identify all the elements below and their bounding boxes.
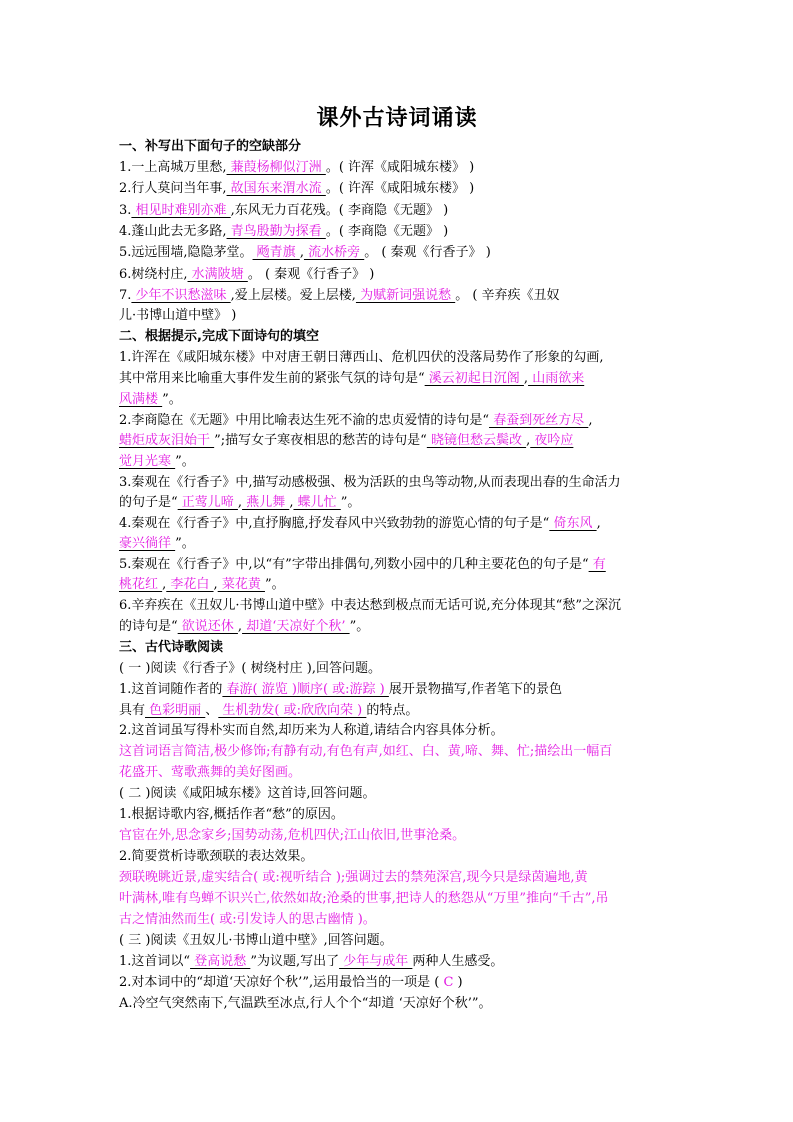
p2-question-1: 1.根据诗歌内容,概括作者“愁”的原因。 (119, 807, 344, 822)
answer: 登高说愁 (190, 954, 251, 969)
p2-answer-2-line1: 颈联晚眺近景,虚实结合( 或:视听结合 );强调过去的禁苑深宫,现今只是绿茵遍地,黄 (119, 870, 588, 885)
p2-answer-2-line2: 叶满林,唯有鸟蝉不识兴亡,依然如故;沧桑的世事,把诗人的愁怨从“万里”推向“千古”,吊 (119, 891, 609, 906)
answer: 正莺儿啼 (177, 495, 238, 510)
answer: C (443, 975, 454, 990)
passage-3-heading: ( 三 )阅读《丑奴儿·书博山道中壁》,回答问题。 (119, 933, 393, 948)
answer: 欲说还休 (177, 619, 238, 634)
answer: 生机勃发( 或:欣欣向荣 ) (218, 703, 367, 718)
s1-question-3: 3. 相见时难别亦难 ,东风无力百花残。( 李商隐《无题》 ) (119, 203, 449, 218)
p3-question-2: 2.对本词中的“却道‘天凉好个秋’”,运用最恰当的一项是 ( C ) (119, 975, 463, 990)
answer: 少年与成年 (339, 954, 413, 969)
p1-answer-2-line2: 花盛开、莺歌燕舞的美好图画。 (119, 765, 302, 780)
s2-question-6-line2: 的诗句是“ 欲说还休 , 却道‘天凉好个秋’ ”。 (119, 619, 370, 634)
answer: 菜花黄 (217, 577, 265, 592)
s1-question-7-cont: 儿·书博山道中壁》 ) (119, 308, 237, 323)
s2-question-5-line2: 桃花红 , 李花白 , 菜花黄 ”。 (119, 577, 285, 592)
answer: 流水桥旁 (303, 245, 365, 260)
answer: 李花白 (166, 577, 214, 592)
p3-option-a: A.冷空气突然南下,气温跌至冰点,行人个个“却道 ‘天凉好个秋’”。 (119, 996, 492, 1011)
s2-question-2-line2: 蜡炬成灰泪始干 ”;描写女子寒夜相思的愁苦的诗句是“ 晓镜但愁云鬓改 , 夜吟应 (119, 433, 574, 448)
s1-question-1: 1.一上高城万里愁, 蒹葭杨柳似汀洲 。( 许浑《咸阳城东楼》 ) (119, 160, 475, 175)
s2-question-2-line1: 2.李商隐在《无题》中用比喻表达生死不渝的忠贞爱情的诗句是“ 春蚕到死丝方尽 , (119, 413, 593, 428)
answer: 色彩明丽 (145, 703, 206, 718)
s2-question-3-line2: 的句子是“ 正莺儿啼 , 燕儿舞 , 蝶儿忙 ”。 (119, 495, 361, 510)
answer: 溪云初起日沉阁 (424, 371, 524, 386)
passage-2-heading: ( 二 )阅读《咸阳城东楼》这首诗,回答问题。 (119, 786, 376, 801)
section-2-heading: 二、根据提示,完成下面诗句的填空 (119, 329, 319, 344)
s2-question-1-line1: 1.许浑在《咸阳城东楼》中对唐王朝日薄西山、危机四伏的没落局势作了形象的勾画, (119, 350, 604, 365)
s2-question-6-line1: 6.辛弃疾在《丑奴儿·书博山道中壁》中表达愁到极点而无话可说,充分体现其“愁”之深沉 (119, 598, 621, 613)
section-3-heading: 三、古代诗歌阅读 (119, 640, 224, 655)
answer: 倚东风 (549, 516, 597, 531)
answer: 为赋新词强说愁 (355, 288, 456, 303)
answer: 蒹葭杨柳似汀洲 (226, 160, 326, 175)
answer: 山雨欲来 (528, 371, 585, 386)
section-1-heading: 一、补写出下面句子的空缺部分 (119, 139, 302, 154)
answer: 桃花红 (119, 577, 163, 592)
answer: 春蚕到死丝方尽 (489, 413, 589, 428)
s1-question-6: 6.树绕村庄, 水满陂塘 。 ( 秦观《行香子》 ) (119, 267, 375, 282)
s2-question-2-line3: 觉月光寒 ”。 (119, 454, 195, 469)
answer: 晓镜但愁云鬓改 (426, 433, 527, 448)
answer: 故国东来渭水流 (226, 181, 326, 196)
s1-question-5: 5.远远围墙,隐隐茅堂。 飏青旗 , 流水桥旁 。 ( 秦观《行香子》 ) (119, 245, 491, 260)
answer: 蝶儿忙 (293, 495, 341, 510)
s2-question-1-line3: 风满楼 ”。 (119, 392, 182, 407)
answer: 青鸟殷勤为探看 (226, 224, 326, 239)
p1-question-1-line1: 1.这首词随作者的 春游( 游览 )顺序( 或:游踪 ) 展开景物描写,作者笔下的景色 (119, 682, 563, 697)
answer: 蜡炬成灰泪始干 (119, 433, 215, 448)
s2-question-3-line1: 3.秦观在《行香子》中,描写动感极强、极为活跃的虫鸟等动物,从而表现出春的生命活力 (119, 475, 621, 490)
p2-answer-2-line3: 古之情油然而生( 或:引发诗人的思古幽情 )。 (119, 912, 376, 927)
answer: 豪兴徜徉 (119, 536, 176, 551)
answer: 觉月光寒 (119, 454, 176, 469)
s2-question-4-line2: 豪兴徜徉 ”。 (119, 536, 195, 551)
answer: 少年不识愁滋味 (131, 288, 231, 303)
answer: 相见时难别亦难 (131, 203, 231, 218)
s1-question-7: 7. 少年不识愁滋味 ,爱上层楼。爱上层楼, 为赋新词强说愁 。 ( 辛弃疾《丑奴 (119, 288, 560, 303)
answer: 夜吟应 (530, 433, 574, 448)
answer: 燕儿舞 (242, 495, 290, 510)
p2-answer-1: 官宦在外,思念家乡;国势动荡,危机四伏;江山依旧,世事沧桑。 (119, 828, 466, 843)
passage-1-heading: ( 一 )阅读《行香子》( 树绕村庄 ),回答问题。 (119, 661, 381, 676)
answer: 有 (588, 557, 606, 572)
p1-answer-2-line1: 这首词语言简洁,极少修饰;有静有动,有色有声,如红、白、黄,啼、舞、忙;描绘出一幅百 (119, 744, 613, 759)
p1-question-2: 2.这首词虽写得朴实而自然,却历来为人称道,请结合内容具体分析。 (119, 723, 504, 738)
answer: 却道‘天凉好个秋’ (242, 619, 350, 634)
s2-question-1-line2: 其中常用来比喻重大事件发生前的紧张气氛的诗句是“ 溪云初起日沉阁 , 山雨欲来 (119, 371, 585, 386)
page-title: 课外古诗词诵读 (316, 105, 478, 131)
answer: 春游( 游览 )顺序( 或:游踪 ) (222, 682, 389, 697)
s1-question-2: 2.行人莫问当年事, 故国东来渭水流 。( 许浑《咸阳城东楼》 ) (119, 181, 475, 196)
p3-question-1: 1.这首词以“ 登高说愁 ”为议题,写出了 少年与成年 两种人生感受。 (119, 954, 504, 969)
answer: 风满楼 (119, 392, 163, 407)
s2-question-5-line1: 5.秦观在《行香子》中,以“有”字带出排偶句,列数小园中的几种主要花色的句子是“ 有 (119, 557, 606, 572)
answer: 飏青旗 (252, 245, 300, 260)
p1-question-1-line2: 具有 色彩明丽 、 生机勃发( 或:欣欣向荣 ) 的特点。 (119, 703, 419, 718)
p2-question-2: 2.简要赏析诗歌颈联的表达效果。 (119, 849, 314, 864)
s2-question-4-line1: 4.秦观在《行香子》中,直抒胸臆,抒发春风中兴致勃勃的游览心情的句子是“ 倚东风 , (119, 516, 601, 531)
answer: 水满陂塘 (187, 267, 248, 282)
s1-question-4: 4.蓬山此去无多路, 青鸟殷勤为探看 。( 李商隐《无题》 ) (119, 224, 449, 239)
